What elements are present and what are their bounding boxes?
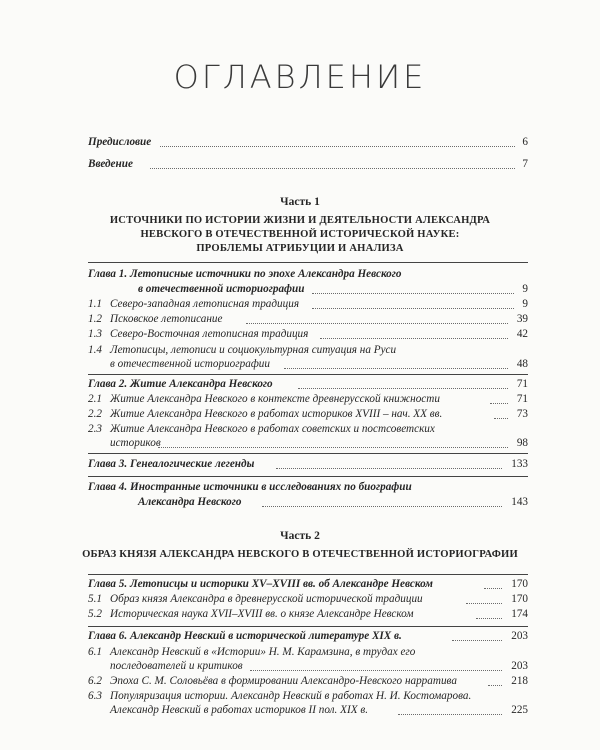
entry-label: Введение <box>88 158 133 170</box>
dot-leader <box>276 468 502 469</box>
entry-page: 73 <box>516 408 528 420</box>
section-number: 1.1 <box>88 298 102 310</box>
dot-leader <box>312 308 514 309</box>
entry-page: 225 <box>511 704 528 716</box>
section-label-line-1: Популяризация истории. Александр Невский в работах Н. И. Костомарова. <box>110 690 472 702</box>
section-5-1[interactable] <box>88 593 423 606</box>
chapter-1-heading[interactable] <box>88 268 402 281</box>
section-label: Северо-Восточная летописная традиция <box>110 328 309 340</box>
section-number: 1.2 <box>88 313 102 325</box>
section-label-line-2: последователей и критиков <box>110 660 243 672</box>
section-2-2[interactable] <box>88 408 442 421</box>
section-number: 1.3 <box>88 328 102 340</box>
section-6-3[interactable] <box>88 690 471 703</box>
chapter-title-line-2: в отечественной историографии <box>138 283 305 295</box>
page-title: ОГЛАВЛЕНИЕ <box>173 58 427 96</box>
chapter-number: Глава 6. <box>88 630 128 642</box>
section-1-2[interactable] <box>88 313 223 326</box>
section-label-line-1: Летописцы, летописи и социокультурная ситуация на Руси <box>110 344 397 356</box>
section-1-1[interactable] <box>88 298 299 311</box>
entry-page: 143 <box>511 496 528 508</box>
section-1-4[interactable] <box>88 344 396 357</box>
chapter-title: Генеалогические легенды <box>130 458 255 470</box>
part-title-line: ИСТОЧНИКИ ПО ИСТОРИИ ЖИЗНИ И ДЕЯТЕЛЬНОСТИ АЛЕКСАНДРА <box>109 215 491 226</box>
dot-leader <box>490 403 508 404</box>
section-label-line-2: историков <box>110 437 161 449</box>
dot-leader <box>466 603 502 604</box>
section-number: 2.1 <box>88 393 102 405</box>
chapter-title: Александр Невский в исторической литературе XIX в. <box>130 630 402 642</box>
entry-page: 71 <box>516 378 528 390</box>
section-number: 5.1 <box>88 593 102 605</box>
chapter-number: Глава 4. <box>88 481 128 493</box>
chapter-divider <box>88 574 528 575</box>
chapter-3-heading[interactable] <box>88 458 254 471</box>
dot-leader <box>158 447 508 448</box>
entry-page: 71 <box>516 393 528 405</box>
dot-leader <box>398 714 502 715</box>
part-2-title: ОБРАЗ КНЯЗЯ АЛЕКСАНДРА НЕВСКОГО В ОТЕЧЕСТВЕННОЙ ИСТОРИОГРАФИИ <box>82 549 518 560</box>
chapter-divider <box>88 374 528 375</box>
chapter-title-line-1: Летописные источники по эпохе Александра Невского <box>130 268 402 280</box>
chapter-title-line-1: Иностранные источники в исследованиях по биографии <box>130 481 412 493</box>
chapter-number: Глава 5. <box>88 578 128 590</box>
section-1-3[interactable] <box>88 328 308 341</box>
section-number: 6.3 <box>88 690 102 702</box>
section-label-line-1: Житие Александра Невского в работах советских и постсоветских <box>110 423 435 435</box>
part-title-line: ПРОБЛЕМЫ АТРИБУЦИИ И АНАЛИЗА <box>196 243 404 254</box>
section-number: 2.3 <box>88 423 102 435</box>
chapter-divider <box>88 476 528 477</box>
dot-leader <box>476 618 502 619</box>
section-label: Псковское летописание <box>110 313 223 325</box>
section-6-1[interactable] <box>88 646 415 659</box>
chapter-2-heading[interactable] <box>88 378 273 391</box>
section-number: 1.4 <box>88 344 102 356</box>
section-2-3[interactable] <box>88 423 435 436</box>
part-2-label: Часть 2 <box>280 530 320 542</box>
section-label: Историческая наука XVII–XVIII вв. о князе Александре Невском <box>110 608 414 620</box>
entry-page: 174 <box>511 608 528 620</box>
section-2-1[interactable] <box>88 393 440 406</box>
part-1-label: Часть 1 <box>280 196 320 208</box>
dot-leader <box>150 168 515 169</box>
section-5-2[interactable] <box>88 608 413 621</box>
section-number: 2.2 <box>88 408 102 420</box>
entry-page: 218 <box>511 675 528 687</box>
section-label-line-1: Александр Невский в «Истории» Н. М. Карамзина, в трудах его <box>110 646 416 658</box>
part-1-title <box>90 214 510 256</box>
chapter-5-heading[interactable] <box>88 578 433 591</box>
section-label-line-2: в отечественной историографии <box>110 358 270 370</box>
entry-page: 9 <box>522 298 528 310</box>
toc-entry-preface[interactable] <box>88 136 151 149</box>
dot-leader <box>312 293 514 294</box>
entry-page: 133 <box>511 458 528 470</box>
entry-page: 170 <box>511 593 528 605</box>
dot-leader <box>250 670 502 671</box>
entry-page: 203 <box>511 660 528 672</box>
section-label: Житие Александра Невского в контексте древнерусской книжности <box>110 393 440 405</box>
chapter-number: Глава 3. <box>88 458 128 470</box>
dot-leader <box>452 640 502 641</box>
chapter-divider <box>88 453 528 454</box>
section-label: Образ князя Александра в древнерусской исторической традиции <box>110 593 423 605</box>
entry-page: 39 <box>516 313 528 325</box>
entry-page: 42 <box>516 328 528 340</box>
section-number: 6.2 <box>88 675 102 687</box>
section-label: Эпоха С. М. Соловьёва в формировании Александро-Невского нарратива <box>110 675 457 687</box>
section-number: 5.2 <box>88 608 102 620</box>
chapter-number: Глава 2. <box>88 378 128 390</box>
chapter-divider <box>88 262 528 263</box>
section-label: Житие Александра Невского в работах историков XVIII – нач. XX вв. <box>110 408 443 420</box>
dot-leader <box>494 418 508 419</box>
dot-leader <box>488 685 502 686</box>
entry-page: 9 <box>522 283 528 295</box>
chapter-divider <box>88 626 528 627</box>
chapter-title: Житие Александра Невского <box>130 378 273 390</box>
dot-leader <box>246 323 508 324</box>
entry-page: 203 <box>511 630 528 642</box>
dot-leader <box>484 588 502 589</box>
dot-leader <box>160 146 515 147</box>
chapter-title: Летописцы и историки XV–XVIII вв. об Александре Невском <box>130 578 433 590</box>
chapter-4-heading[interactable] <box>88 481 412 494</box>
chapter-6-heading[interactable] <box>88 630 402 643</box>
section-label-line-2: Александр Невский в работах историков II пол. XIX в. <box>110 704 368 716</box>
dot-leader <box>320 338 508 339</box>
entry-page: 98 <box>516 437 528 449</box>
section-6-2[interactable] <box>88 675 457 688</box>
entry-label: Предисловие <box>88 136 152 148</box>
toc-entry-introduction[interactable] <box>88 158 133 171</box>
chapter-title-line-2: Александра Невского <box>138 496 242 508</box>
part-title-line: НЕВСКОГО В ОТЕЧЕСТВЕННОЙ ИСТОРИЧЕСКОЙ НАУКЕ: <box>140 229 460 240</box>
dot-leader <box>298 388 508 389</box>
entry-page: 6 <box>522 136 528 148</box>
dot-leader <box>262 506 502 507</box>
section-label: Северо-западная летописная традиция <box>110 298 300 310</box>
chapter-number: Глава 1. <box>88 268 128 280</box>
dot-leader <box>284 368 508 369</box>
entry-page: 170 <box>511 578 528 590</box>
entry-page: 7 <box>522 158 528 170</box>
entry-page: 48 <box>516 358 528 370</box>
section-number: 6.1 <box>88 646 102 658</box>
